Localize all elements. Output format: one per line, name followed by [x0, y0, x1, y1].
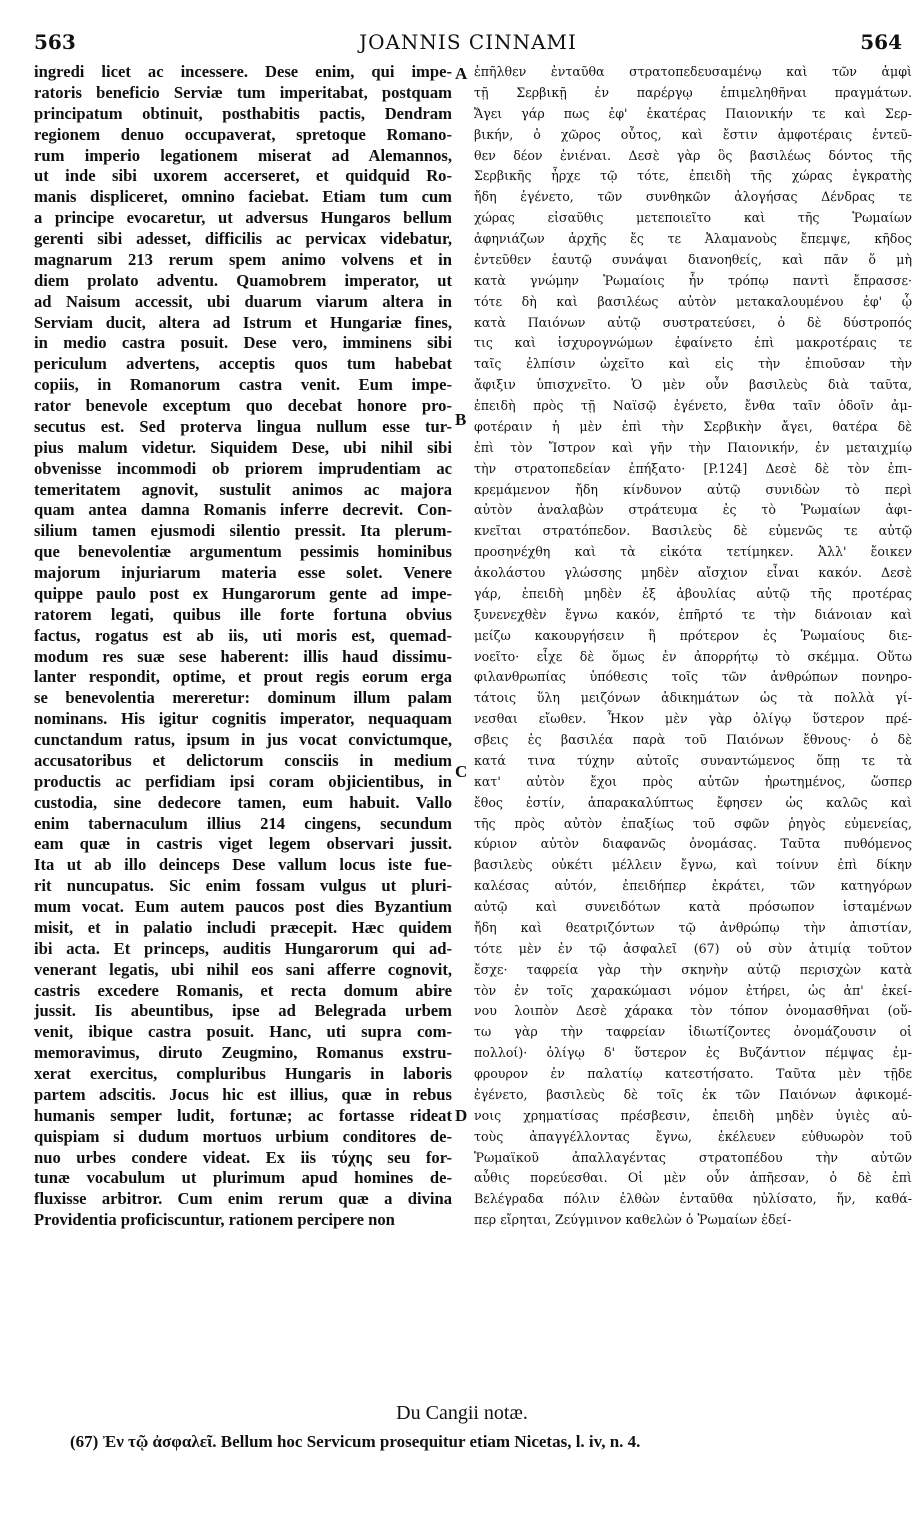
greek-line: νοις χρηματίσας πρέσβεσιν, ἐπειδὴ μηδὲν ὑγιὲς αὐ- — [474, 1107, 912, 1123]
latin-line: quam antea damna Romanis inferre decrevit. Con- — [34, 500, 452, 520]
latin-line: silium tamen ejusmodi silentio pressit. Ita plerum- — [34, 521, 452, 541]
greek-line: ἀκολάστου γλώσσης μηδὲν αἴσχιον εἶναι κακόν. Δεσὲ — [474, 565, 912, 580]
greek-line: τὴν στρατοπεδείαν ἐπήξατο· [P.124] Δεσὲ δὲ τὸν ἐπι- — [474, 460, 912, 476]
greek-line: νου λοιπὸν Δεσὲ χάρακα τὸν τόπον ὀνομασθῆναι (οὕ- — [474, 1003, 912, 1019]
greek-line: κατὰ Παιόνων αὐτῷ συστρατεύσει, ὁ δὲ δύστροπός — [474, 314, 912, 330]
greek-line: ἐπῆλθεν ἐνταῦθα στρατοπεδευσαμένῳ καὶ τῶν ἀμφὶ — [474, 64, 912, 79]
greek-line: ἔθος ἐστίν, ἀπαρακαλύπτως ἔφησεν ὡς καλῶς καὶ — [474, 794, 912, 810]
greek-line: τῇ Σερβικῇ ἐν παρέργῳ ἐπιμεληθῆναι πραγμάτων. — [474, 84, 912, 100]
latin-line: humanis semper ludit, fortunæ; ac fortasse rideat — [34, 1105, 452, 1125]
latin-line: majorum injuriarum materia esse solet. Venere — [34, 563, 452, 582]
page-header — [34, 30, 902, 58]
latin-line: a principe evocaretur, ut adversus Hungaros bellum — [34, 208, 452, 228]
latin-line: manis displiceret, omnino faciebat. Etiam tum cum — [34, 187, 452, 207]
latin-line: principatum obtinuit, posthabitis pactis, Dendram — [34, 103, 452, 123]
latin-line: lanter respondit, optime, et prout regis eorum erga — [34, 667, 452, 687]
greek-line: κατά τινα τύχην αὐτοῖς συναντώμενος ὅπῃ τε τὰ — [474, 752, 912, 768]
latin-line: eam quæ in castris viget legem observari jussit. — [34, 834, 452, 854]
latin-line: tunæ vocabulum ut plurimum apud homines de- — [34, 1168, 452, 1188]
greek-line: κνεῖται στρατόπεδον. Βασιλεὺς δὲ εὐμενῶς τε αὐτῷ — [474, 523, 912, 539]
greek-line: νοεῖτο· εἶχε δὲ ὅμως ἐν ἀπορρήτῳ τὸ σκέμμα. Οὕτω — [474, 648, 912, 664]
greek-line: ἄφιξιν ὑπισχνεῖτο. Ὁ μὲν οὖν βασιλεὺς διὰ ταῦτα, — [474, 377, 912, 393]
latin-line: diem prolato adventu. Quamobrem imperator, ut — [34, 270, 452, 290]
latin-line: Serviam ducit, altera ad Istrum et Hungariæ fines, — [34, 312, 452, 332]
latin-line: magnarum 213 rerum spem animo volvens et in — [34, 249, 452, 269]
latin-line: regionem denuo occupaverat, spretoque Romano- — [34, 124, 452, 144]
latin-line: in medio castra posuit. Dese vero, imminens sibi — [34, 333, 452, 353]
running-title: JOANNIS CINNAMI — [359, 30, 577, 54]
greek-line: βασιλεὺς οὐκέτι μέλλειν ἔγνω, καὶ τοίνυν ἐπὶ δίκην — [474, 857, 912, 873]
greek-line: ἐγένετο, βασιλεὺς δὲ τοῖς ἐκ τῶν Παιόνων ἀφικομέ- — [474, 1086, 912, 1102]
greek-line: φιλανθρωπίας ὑπόθεσις τοῖς τῶν ἀνθρώπων πονηρο- — [474, 669, 912, 685]
greek-line: φρουρον ἐν παλατίῳ κατεστήσατο. Ταῦτα μὲν τῇδε — [474, 1066, 912, 1081]
latin-line: secutus est. Sed proterva lingua nullum esse tur- — [34, 416, 452, 436]
greek-line: κρεμάμενον ἤδη κίνδυνον αὐτῷ συνιδὼν τὸ περὶ — [474, 481, 912, 497]
latin-line: ut inde sibi uxorem accerseret, et quidquid Ro- — [34, 166, 452, 186]
latin-line: accusatoribus et delictorum consciis in medium — [34, 750, 452, 770]
latin-line: ingredi licet ac incessere. Dese enim, qui impe- — [34, 62, 452, 81]
latin-line: temeritatem agnovit, sustulit animos ac majora — [34, 479, 452, 499]
margin-marker-d: D — [455, 1106, 468, 1125]
greek-line: θεν δέον ἐνιέναι. Δεσὲ γὰρ ὃς βασιλέως δόντος τῆς — [474, 147, 912, 163]
latin-line: factus, rogatus est ab iis, uti moris est, quemad- — [34, 625, 452, 645]
greek-column — [474, 62, 912, 1231]
latin-line: ratoris beneficio Serviæ tum imperitabat, postquam — [34, 82, 452, 102]
greek-line: πολλοί)· ὀλίγῳ δ' ὕστερον ἐς Βυζάντιον πέμψας ἐμ- — [474, 1045, 912, 1061]
latin-line: copiis, in Romanorum castra venit. Eum impe- — [34, 375, 452, 395]
greek-line: καλέσας αὐτόν, ἐπειδήπερ ἐκράτει, τῶν κατηγόρων — [474, 878, 912, 894]
latin-line: venerant legatis, ubi nihil eos sani afferre cognovit, — [34, 959, 452, 979]
latin-line: rit nuncupatus. Sic enim fossam vulgus ut pluri- — [34, 876, 452, 896]
latin-line: quippe paulo post ex Hungarorum gente ad impe- — [34, 583, 452, 603]
latin-line: castris excedere Romanis, et recta domum abire — [34, 980, 452, 1000]
greek-line: τις καὶ ἰσχυρογνώμων ἐφαίνετο ἐπὶ μακροτέραις τε — [474, 335, 912, 351]
latin-line: ratorem legati, quibus ille forte fortuna obvius — [34, 604, 452, 624]
latin-line: nominans. His igitur cognitis imperator, nequaquam — [34, 709, 452, 729]
latin-line: pius malum videtur. Siquidem Dese, ubi nihil sibi — [34, 437, 452, 457]
greek-line: Βελέγραδα πόλιν ἐλθὼν ἐνταῦθα ηὐλίσατο, ἥν, καθά- — [474, 1191, 912, 1207]
latin-line: jussit. Iis abeuntibus, ipse ad Belegrada urbem — [34, 1001, 452, 1021]
margin-marker-c: C — [455, 762, 468, 781]
latin-line: enim tabernaculum illius 214 cingens, secundum — [34, 813, 452, 833]
latin-line: periculum advertens, acceptis quos tum habebat — [34, 354, 452, 374]
greek-line: τότε δὴ καὶ βασιλέως αὐτὸν μετακαλουμένου ἐφ' ᾧ — [474, 293, 912, 309]
latin-line: fluxisse arbitror. Cum enim rerum quæ a divina — [34, 1189, 452, 1209]
latin-line: cunctandum ratus, ipsum in jus vocat convictumque, — [34, 730, 452, 749]
greek-line: προσηνέχθη καὶ τὰ εἰκότα τετίμηκεν. Ἀλλ' ἔοικεν — [474, 544, 912, 560]
latin-line: gerenti sibi adesset, difficilis ac pervicax videbatur, — [34, 229, 452, 248]
greek-line: τω γὰρ τὴν ταφρείαν ἰδιωτίζοντες ὀνομάζουσιν οἱ — [474, 1024, 912, 1040]
greek-line: γάρ, ἐπειδὴ μηδὲν ἐξ ἀβουλίας αὐτῷ τῆς προτέρας — [474, 585, 912, 601]
latin-line: que benevolentiæ argumentum pessimis hominibus — [34, 542, 452, 562]
footnote: (67) Ἐν τῷ ἀσφαλεῖ. Bellum hoc Servicum prosequitur etiam Nicetas, l. iv, n. 4. — [70, 1432, 641, 1451]
greek-line: ξυνενεχθὲν ἔγνω κακόν, ἐπῆρτό τε τὴν διάνοιαν καὶ — [474, 606, 912, 622]
latin-line: memoravimus, diruto Zeugmino, Romanus exstru- — [34, 1043, 452, 1063]
latin-line: productis ac perfidiam ipsi coram objicientibus, in — [34, 771, 452, 791]
greek-line: τοὺς ἀπαγγέλλοντας ἔγνω, ἐκέλευεν εὐθυωρὸν τοῦ — [474, 1128, 912, 1144]
greek-line: Σερβικῆς ἦρχε τῷ τότε, ἐπειδὴ τῆς χώρας ἐγκρατὴς — [474, 168, 912, 184]
page-number-left: 563 — [34, 30, 76, 54]
greek-line: βικήν, ὁ χῶρος οὗτος, καὶ ἔστιν ἀμφοτέραις ἐντεῦ- — [474, 126, 912, 142]
margin-marker-b: B — [455, 410, 467, 429]
latin-line: rator benevole exceptum quo decebat honore pro- — [34, 396, 452, 415]
greek-line: Ῥωμαϊκοῦ ἀπαλλαγέντας στρατοπέδου τὴν αὐτῶν — [474, 1149, 912, 1165]
latin-line: mum vocat. Eum autem paucos post dies Byzantium — [34, 897, 452, 916]
greek-line: ἐντεῦθεν ἑαυτῷ συνάψαι διανοηθείς, καὶ πᾶν ὅ μὴ — [474, 251, 912, 267]
latin-line: partem adscitis. Jocus hic est illius, quæ in rebus — [34, 1084, 452, 1104]
greek-line: αὐτὸν ἀναλαβὼν στράτευμα ἐς τὸ Ῥωμαίων ἀφι- — [474, 502, 912, 518]
notes-title: Du Cangii notæ. — [396, 1402, 528, 1424]
greek-line: τὸν ἐν τοῖς χαρακώμασι νόμον ἐτήρει, ὡς ἀπ' ἐκεί- — [474, 982, 912, 998]
latin-column — [34, 62, 452, 1231]
latin-line: Providentia proficiscuntur, rationem percipere non — [34, 1210, 395, 1230]
latin-line: quispiam si dudum mortuos urbium conditores de- — [34, 1126, 452, 1146]
latin-line: custodia, sine dedecore tamen, eum habuit. Vallo — [34, 792, 452, 812]
greek-line: ἐπειδὴ πρὸς τῇ Ναϊσῷ ἐγένετο, ἔνθα ταῖν ὁδοῖν ἀμ- — [474, 398, 912, 413]
latin-line: venit, ibique castra posuit. Hanc, uti supra com- — [34, 1022, 452, 1042]
greek-line: ἀφηνιάζων ἀρχῆς ἔς τε Ἀλαμανοὺς ἔπεμψε, κῆδος — [474, 231, 912, 246]
latin-line: ibi acta. Et princeps, auditis Hungarorum qui ad- — [34, 938, 452, 958]
latin-line: misit, et in palatio includi præcepit. Hæc quidem — [34, 917, 452, 937]
greek-line: ἔσχε· ταφρεία γὰρ τὴν σκηνὴν αὐτῷ περισχὼν κατὰ — [474, 961, 912, 977]
greek-line: ἤδη καὶ θεατριζόντων τῷ ἀνθρώπῳ τὴν ἀπιστίαν, — [474, 919, 912, 935]
greek-line: περ εἴρηται, Ζεύγμινον καθελὼν ὁ Ῥωμαίων ἐδεί- — [474, 1212, 792, 1228]
latin-line: se benevolentia mereretur: dominum illum palam — [34, 688, 452, 708]
latin-line: nuo urbes condere videat. Ex iis τύχης seu for- — [34, 1147, 452, 1167]
latin-line: ad Naisum accessit, ubi duarum viarum altera in — [34, 291, 452, 311]
greek-line: Ἄγει γάρ πως ἐφ' ἑκατέρας Παιονικήν τε καὶ Σερ- — [474, 105, 912, 121]
latin-line: obvenisse incommodi ob priorem imprudentiam ac — [34, 458, 452, 478]
greek-line: μείζω κακουργήσειν ἢ πρότερον ἐς Ῥωμαίους διε- — [474, 627, 912, 643]
greek-line: τῆς πρὸς αὐτὸν ἐπαξίως τοῦ σφῶν ῥηγὸς εὐμενείας, — [474, 815, 912, 831]
greek-line: αὖθις πορεύεσθαι. Οἱ μὲν οὖν ἀπῆεσαν, ὁ δὲ ἐπὶ — [474, 1170, 912, 1186]
greek-line: φοτέραιν ἡ μὲν ἐπὶ τὴν Σερβικὴν ἄγει, θατέρα δὲ — [474, 418, 912, 434]
page-number-right: 564 — [860, 30, 902, 54]
greek-line: ἤδη ἐγένετο, τῶν συνθηκῶν ἀλογήσας Δένδρας τε — [474, 189, 912, 205]
greek-line: αὐτῷ καὶ συνειδότων κατὰ πρόσωπον ἱσταμένων — [474, 899, 912, 914]
latin-line: rum imperio legationem miserat ad Alemannos, — [34, 145, 452, 165]
margin-marker-a: A — [455, 64, 468, 83]
greek-line: κύριον αὐτὸν διαφανῶς ὀνομάσας. Ταῦτα πυθόμενος — [474, 836, 912, 852]
greek-line: κατ' αὐτὸν ἔχοι πρὸς αὐτῶν ἠρωτημένος, ὥσπερ — [474, 773, 912, 789]
greek-line: χώρας εἰσαῦθις μετεποιεῖτο καὶ τῆς Ῥωμαίων — [474, 210, 912, 226]
greek-line: κατὰ γνώμην Ῥωμαίοις ἦν τρόπῳ παντὶ ἔπρασσε· — [474, 272, 912, 288]
greek-line: τάτοις ὕλη μειζόνων ἀδικημάτων ὡς τὰ πολλὰ γί- — [474, 690, 912, 706]
latin-line: xerat exercitus, compluribus Hungaris in laboris — [34, 1064, 452, 1083]
greek-line: νεσθαι εἴωθεν. Ἧκον μὲν γὰρ ὀλίγῳ ὕστερον πρέ- — [474, 711, 912, 727]
greek-line: τότε μὲν ἐν τῷ ἀσφαλεῖ (67) οὐ σὺν ἀτιμίᾳ τοῦτον — [474, 940, 912, 956]
greek-line: ἐπὶ τὸν Ἴστρον καὶ γῆν τὴν Παιονικήν, ἐν μεταιχμίῳ — [474, 439, 912, 455]
greek-line: σβεις ἐς βασιλέα παρὰ τοῦ Παιόνων ἔθνους· ὁ δὲ — [474, 732, 912, 747]
latin-line: Ita ut ab illo deinceps Dese vallum locus iste fue- — [34, 855, 452, 875]
latin-line: modum res suæ sese haberent: illis haud dissimu- — [34, 646, 452, 666]
greek-line: ταῖς ἐλπίσιν ὠχεῖτο καὶ εἰς τὴν ἐπιοῦσαν τὴν — [474, 356, 912, 372]
